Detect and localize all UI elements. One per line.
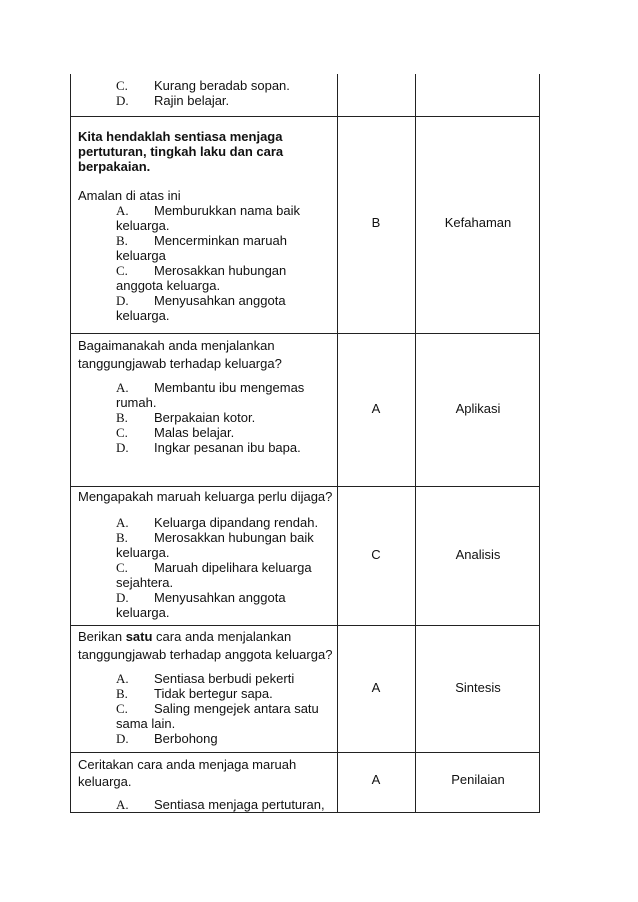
option-c: C. Saling mengejek antara satu xyxy=(116,701,319,716)
table-border-col2 xyxy=(337,74,338,813)
option-d: D. Ingkar pesanan ibu bapa. xyxy=(116,440,301,455)
option-b: B. Mencerminkan maruah xyxy=(116,233,287,248)
option-a: A. Keluarga dipandang rendah. xyxy=(116,515,319,530)
option-b: B. Merosakkan hubungan baik xyxy=(116,530,314,545)
question-cell: Berikan satu cara anda menjalankan tanggungjawab terhadap anggota keluarga? A. Sentiasa berbudi pekerti B. Tidak bertegur sapa. C. Saling mengejek antara satu sama lain. D. Berbohong xyxy=(78,629,336,746)
question-stem: Bagaimanakah anda menjalankan xyxy=(78,338,275,353)
question-stem: tanggungjawab terhadap anggota keluarga? xyxy=(78,647,333,662)
option-d: D. Menyusahkan anggota xyxy=(116,293,286,308)
question-cell: Kita hendaklah sentiasa menjaga pertuturan, tingkah laku dan cara berpakaian. Amalan di atas ini A. Memburukkan nama baik keluarga. B. Mencerminkan maruah keluarga C. Merosakkan hubungan anggota keluarga. D. Menyusahkan anggota keluarga. xyxy=(78,129,336,323)
row-divider xyxy=(70,752,540,753)
question-cell: Mengapakah maruah keluarga perlu dijaga? A. Keluarga dipandang rendah. B. Merosakkan hubungan baik keluarga. C. Maruah dipelihara keluarga sejahtera. D. Menyusahkan anggota keluarga. xyxy=(78,489,336,620)
option-c: C. Malas belajar. xyxy=(116,425,235,440)
cognitive-level: Penilaian xyxy=(451,772,505,787)
row-divider xyxy=(70,333,540,334)
question-cell xyxy=(78,757,336,812)
option-a: A. Memburukkan nama baik xyxy=(116,203,300,218)
option-b: B. Tidak bertegur sapa. xyxy=(116,686,273,701)
cognitive-level: Sintesis xyxy=(455,680,501,695)
question-stem: berpakaian. xyxy=(78,159,151,174)
table-border-left xyxy=(70,74,71,813)
table-border-bottom xyxy=(70,812,540,813)
option-c: C. Kurang beradab sopan. xyxy=(116,78,290,93)
cognitive-level: Analisis xyxy=(455,547,501,562)
question-stem: keluarga. xyxy=(78,774,132,789)
option-a: A. Membantu ibu mengemas xyxy=(116,380,305,395)
question-cell xyxy=(78,78,336,108)
option-a: A. Sentiasa menjaga pertuturan, xyxy=(116,797,325,812)
answer-key: A xyxy=(371,680,381,695)
question-stem: tanggungjawab terhadap keluarga? xyxy=(78,356,282,371)
question-stem: Kita hendaklah sentiasa menjaga xyxy=(78,129,283,144)
option-d: D. Rajin belajar. xyxy=(116,93,230,108)
row-divider xyxy=(70,486,540,487)
question-stem: pertuturan, tingkah laku dan cara xyxy=(78,144,284,159)
answer-key: B xyxy=(371,215,381,230)
option-c: C. Maruah dipelihara keluarga xyxy=(116,560,312,575)
option-d: D. Berbohong xyxy=(116,731,218,746)
cognitive-level: Aplikasi xyxy=(455,401,501,416)
question-prompt: Amalan di atas ini xyxy=(78,188,181,203)
question-stem: Berikan satu cara anda menjalankan xyxy=(78,629,292,644)
answer-key: A xyxy=(371,772,381,787)
option-b: B. Berpakaian kotor. xyxy=(116,410,256,425)
answer-key: C xyxy=(371,547,381,562)
option-a: A. Sentiasa berbudi pekerti xyxy=(116,671,295,686)
table-border-col3 xyxy=(415,74,416,813)
question-stem: Mengapakah maruah keluarga perlu dijaga? xyxy=(78,489,333,504)
table-border-right xyxy=(539,74,540,813)
row-divider xyxy=(70,116,540,117)
option-d: D. Menyusahkan anggota xyxy=(116,590,286,605)
cognitive-level: Kefahaman xyxy=(444,215,512,230)
question-cell: Bagaimanakah anda menjalankan tanggungjawab terhadap keluarga? A. Membantu ibu mengemas rumah. B. Berpakaian kotor. C. Malas belajar. D. Ingkar pesanan ibu bapa. xyxy=(78,338,336,455)
option-c: C. Merosakkan hubungan xyxy=(116,263,287,278)
question-stem: Ceritakan cara anda menjaga maruah xyxy=(78,757,297,772)
row-divider xyxy=(70,625,540,626)
answer-key: A xyxy=(371,401,381,416)
